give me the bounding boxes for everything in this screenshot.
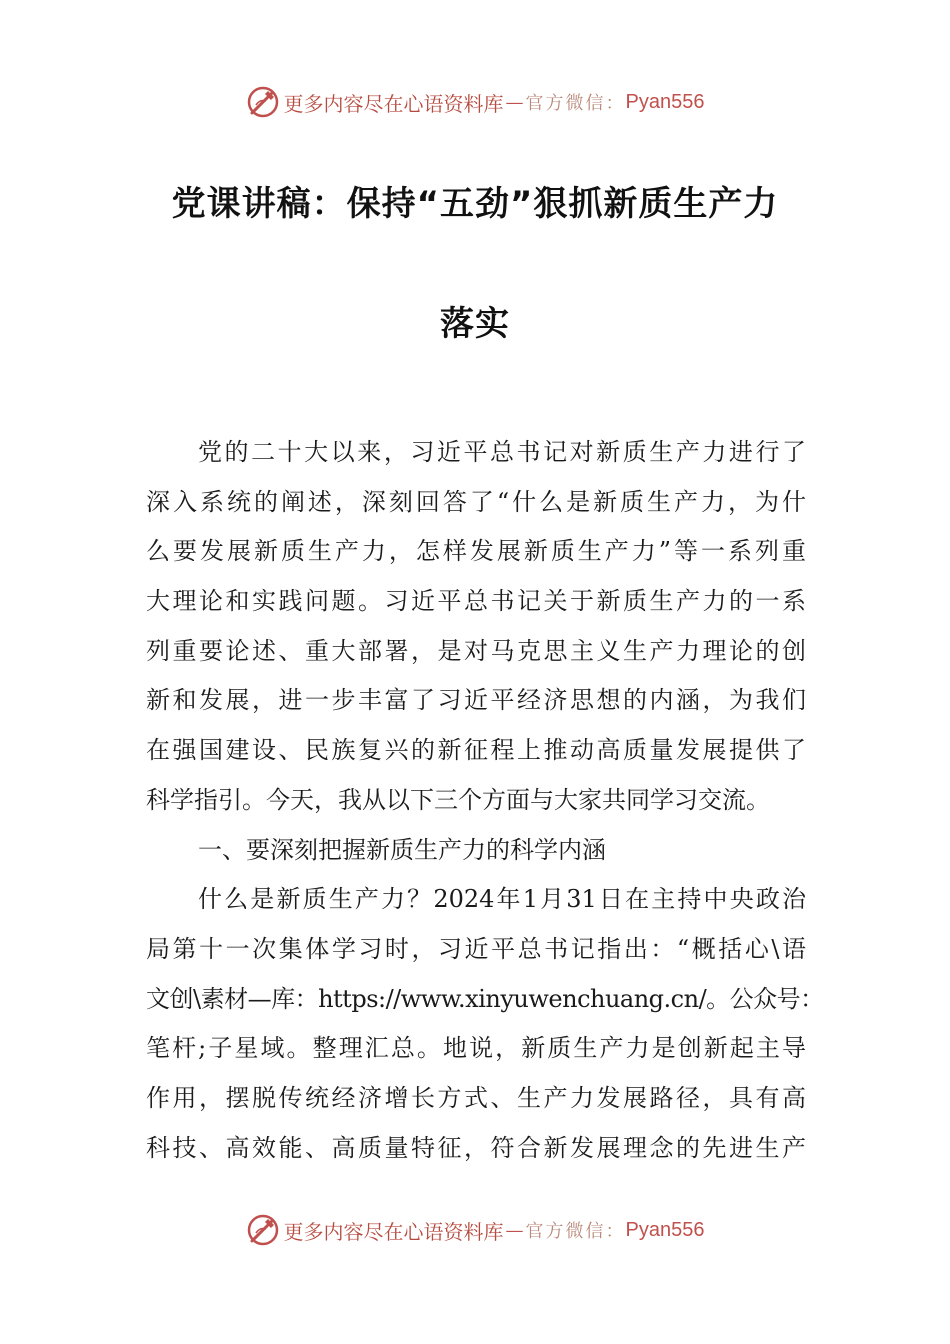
body-line: 么要发展新质生产力，怎样发展新质生产力”等一系列重 bbox=[146, 537, 806, 566]
body-line: 新和发展，进一步丰富了习近平经济思想的内涵，为我们 bbox=[146, 686, 806, 715]
body-line: 深入系统的阐述，深刻回答了“什么是新质生产力，为什 bbox=[146, 487, 806, 516]
banner-separator: — bbox=[505, 91, 524, 113]
body-line: 笔杆;子星域。整理汇总。地说，新质生产力是创新起主导 bbox=[146, 1034, 806, 1063]
section-heading: 一、要深刻把握新质生产力的科学内涵 bbox=[198, 835, 606, 864]
body-line: 文创\素材—库：https://www.xinyuwenchuang.cn/。公众号： bbox=[146, 984, 824, 1013]
footer-banner bbox=[0, 1210, 950, 1250]
footer-banner-content bbox=[246, 1213, 705, 1247]
banner-wechat-id: Pyan556 bbox=[625, 1218, 705, 1241]
banner-brand-text: 更多内容尽在心语资料库 bbox=[283, 91, 504, 116]
body-line: 在强国建设、民族复兴的新征程上推动高质量发展提供了 bbox=[146, 736, 806, 765]
body-line: 什么是新质生产力？2024年1月31日在主持中央政治 bbox=[198, 885, 806, 914]
body-line: 列重要论述、重大部署，是对马克思主义生产力理论的创 bbox=[146, 636, 806, 665]
banner-wechat-id: Pyan556 bbox=[625, 90, 705, 113]
banner-separator: — bbox=[505, 1219, 524, 1241]
body-line: 科技、高效能、高质量特征，符合新发展理念的先进生产 bbox=[146, 1133, 806, 1162]
body-line: 科学指引。今天，我从以下三个方面与大家共同学习交流。 bbox=[146, 785, 770, 814]
body-line: 局第十一次集体学习时，习近平总书记指出：“概括心\语 bbox=[146, 934, 806, 963]
document-title-line-1: 党课讲稿：保持“五劲”狠抓新质生产力 bbox=[171, 184, 779, 224]
body-line: 大理论和实践问题。习近平总书记关于新质生产力的一系 bbox=[146, 587, 806, 616]
body-line: 党的二十大以来，习近平总书记对新质生产力进行了 bbox=[198, 438, 806, 466]
document-body bbox=[146, 428, 824, 1173]
header-banner-content bbox=[246, 85, 705, 119]
document-title-line-2: 落实 bbox=[440, 304, 510, 344]
header-banner bbox=[0, 82, 950, 122]
banner-official-label: 官方微信： bbox=[525, 93, 626, 114]
pen-logo-icon bbox=[246, 85, 280, 119]
banner-official-label: 官方微信： bbox=[525, 1221, 626, 1242]
banner-brand-text: 更多内容尽在心语资料库 bbox=[283, 1219, 504, 1244]
body-line: 作用，摆脱传统经济增长方式、生产力发展路径，具有高 bbox=[146, 1083, 806, 1112]
pen-logo-icon bbox=[246, 1213, 280, 1247]
